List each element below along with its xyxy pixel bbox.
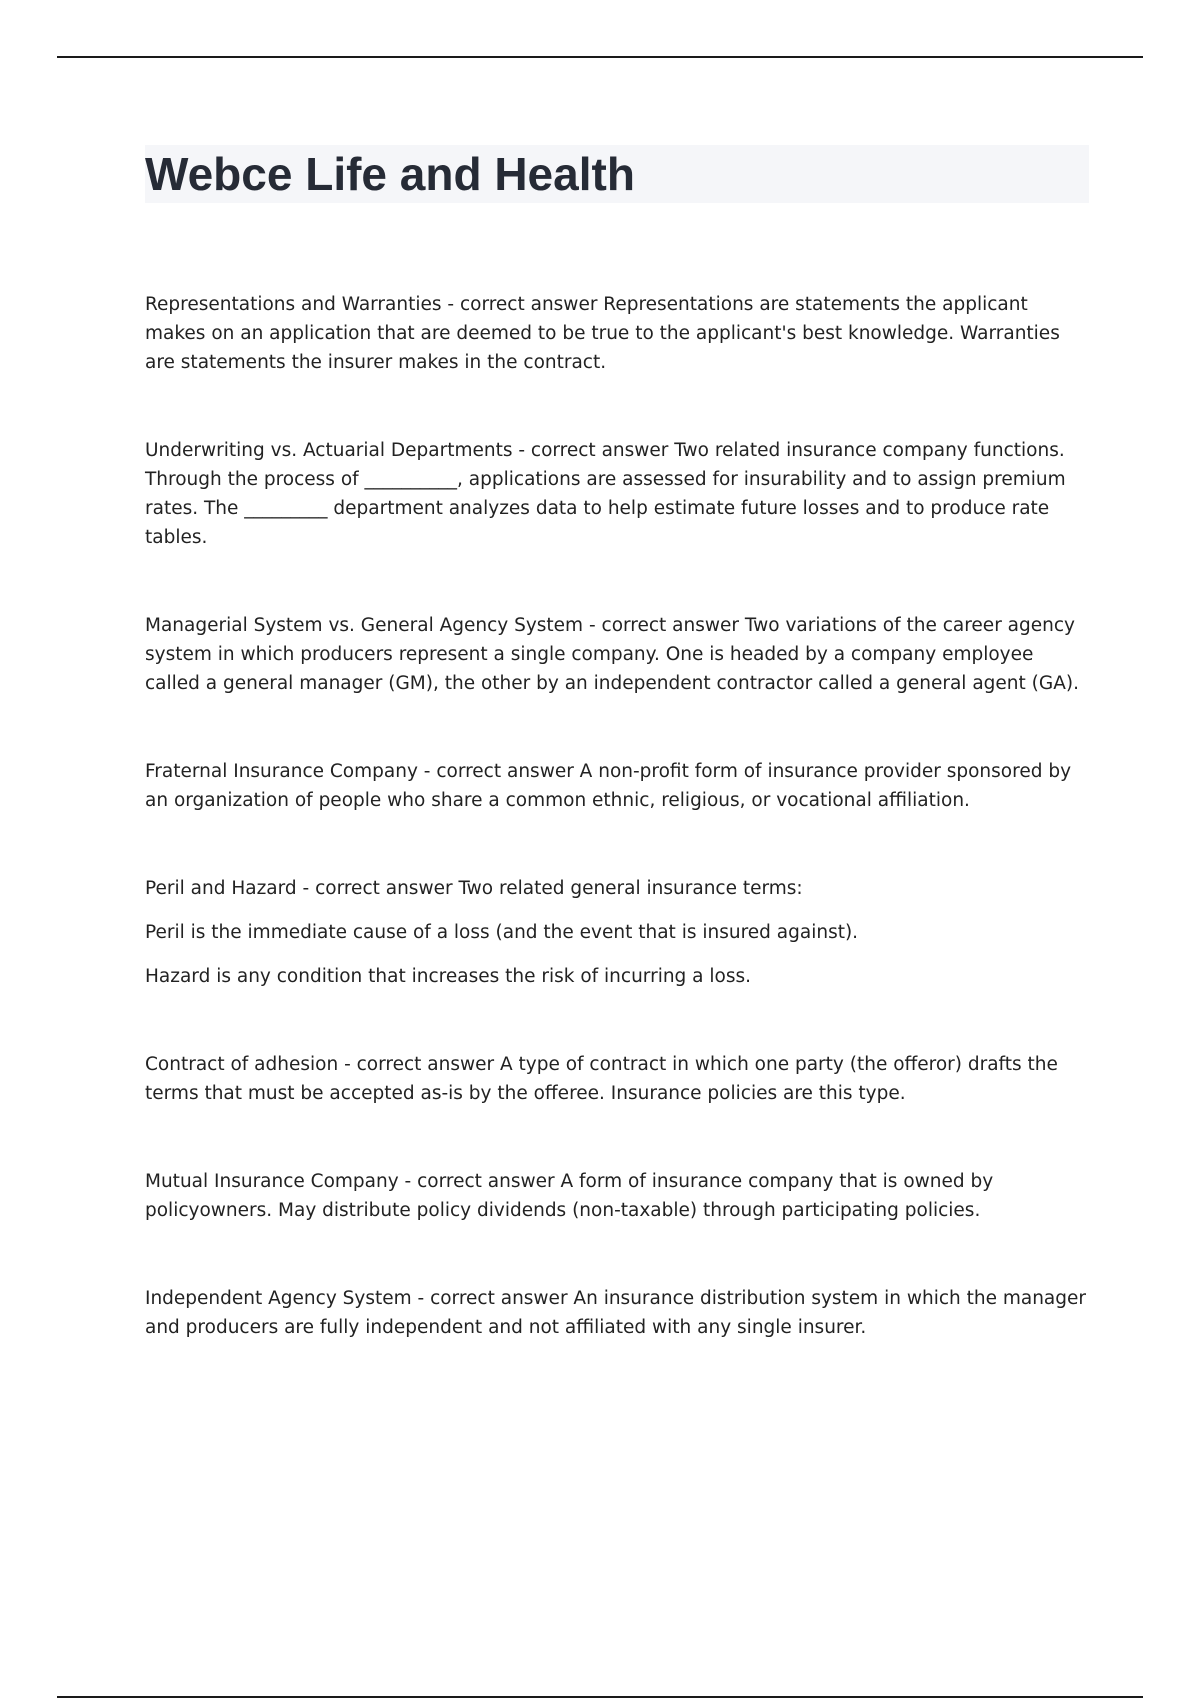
entry-text: Representations and Warranties - correct answer Representations are statements the applicant makes on an application that are deemed to be true to the applicant's best knowledge. Warranties are statements the insurer makes in the contract.	[145, 294, 1060, 373]
entry-text: Contract of adhesion - correct answer A type of contract in which one party (the offeror) drafts the terms that must be accepted as-is by the offeree. Insurance policies are this type.	[145, 1054, 1058, 1104]
entry-text: Peril and Hazard - correct answer Two related general insurance terms:	[145, 878, 803, 899]
entry-text: Hazard is any condition that increases the risk of incurring a loss.	[145, 966, 752, 987]
entry-text: Independent Agency System - correct answer An insurance distribution system in which the manager and producers are fully independent and not affiliated with any single insurer.	[145, 1288, 1086, 1338]
document-body	[145, 290, 1089, 1401]
top-divider	[57, 56, 1143, 58]
entry-mutual-insurance	[145, 1167, 1089, 1225]
entry-text: Peril is the immediate cause of a loss (and the event that is insured against).	[145, 922, 859, 943]
entry-peril-hazard	[145, 874, 1089, 991]
entry-text: Mutual Insurance Company - correct answer A form of insurance company that is owned by policyowners. May distribute policy dividends (non-taxable) through participating policies.	[145, 1171, 994, 1221]
bottom-divider	[57, 1696, 1143, 1698]
entry-text: Fraternal Insurance Company - correct answer A non-profit form of insurance provider sponsored by an organization of people who share a common ethnic, religious, or vocational affiliation.	[145, 761, 1072, 811]
entry-text: Underwriting vs. Actuarial Departments - correct answer Two related insurance company functions. Through the process of __________, applications are assessed for insurability and to assign premium rates. The _________ department analyzes data to help estimate future losses and to produce rate tables.	[145, 440, 1066, 548]
entry-contract-of-adhesion	[145, 1050, 1089, 1108]
entry-text: Managerial System vs. General Agency System - correct answer Two variations of the career agency system in which producers represent a single company. One is headed by a company employee called a general manager (GM), the other by an independent contractor called a general agent (GA).	[145, 615, 1079, 694]
document-title: Webce Life and Health	[145, 148, 635, 200]
entry-fraternal-insurance	[145, 757, 1089, 815]
entry-underwriting-actuarial	[145, 436, 1089, 552]
entry-independent-agency	[145, 1284, 1089, 1342]
entry-representations-warranties	[145, 290, 1089, 377]
entry-managerial-general-agency	[145, 611, 1089, 698]
